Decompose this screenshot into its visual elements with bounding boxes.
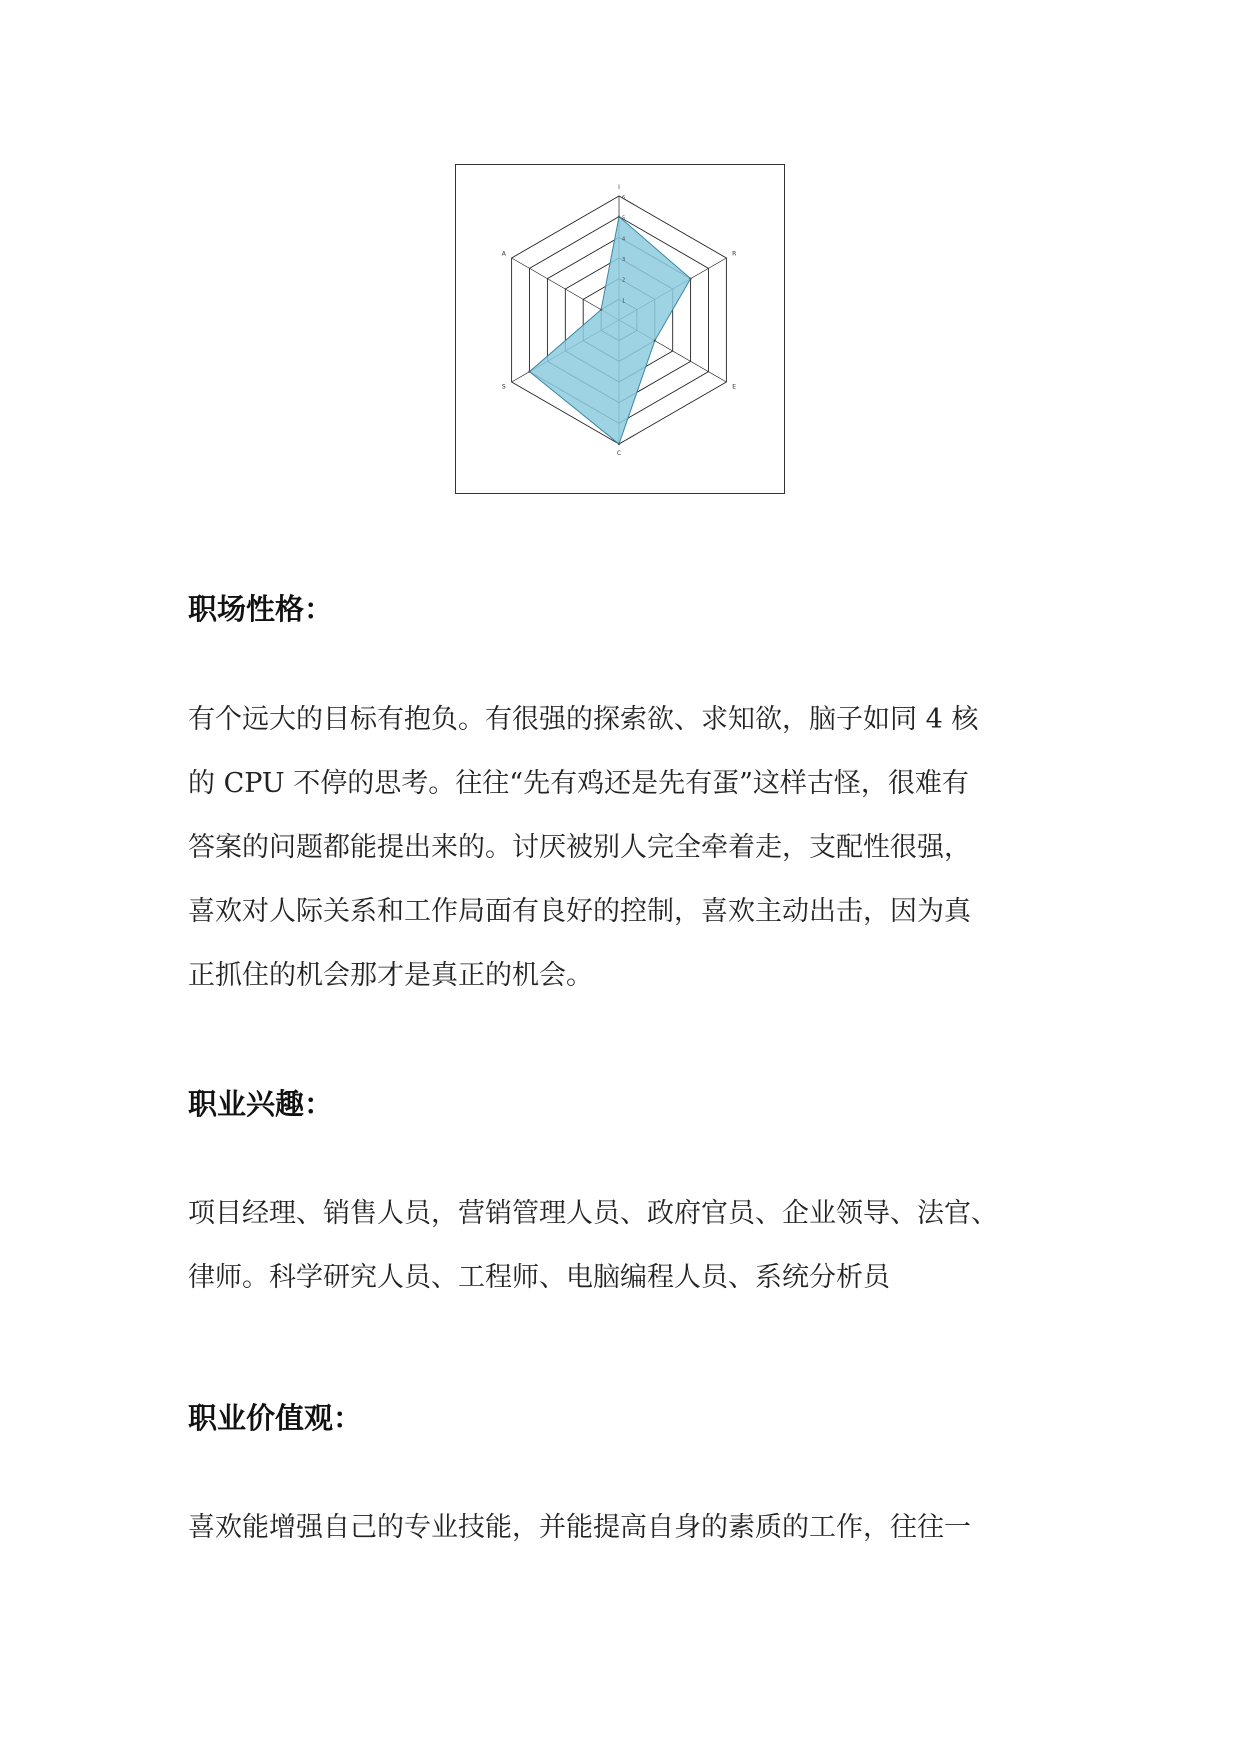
text-line: 喜欢对人际关系和工作局面有良好的控制，喜欢主动出击，因为真 (188, 896, 971, 927)
heading-career-values: 职业价值观： (188, 1401, 363, 1435)
paragraph-workplace-personality (188, 688, 1068, 1008)
radar-axis-label: E (732, 383, 737, 391)
text-line: 有个远大的目标有抱负。有很强的探索欲、求知欲，脑子如同 4 核 (188, 704, 979, 735)
paragraph-career-values (188, 1496, 1068, 1560)
radar-axis-label: C (616, 450, 622, 457)
radar-axis-label: R (732, 250, 737, 258)
text-line: 项目经理、销售人员，营销管理人员、政府官员、企业领导、法官、 (188, 1198, 998, 1229)
radar-data-area (530, 217, 691, 444)
radar-data-point (528, 370, 530, 372)
text-line: 的 CPU 不停的思考。往往“先有鸡还是先有蛋”这样古怪，很难有 (188, 768, 969, 799)
heading-workplace-personality: 职场性格： (188, 592, 334, 626)
radar-tick-label: 6 (622, 195, 626, 201)
text-line: 喜欢能增强自己的专业技能，并能提高自身的素质的工作，往往一 (188, 1512, 971, 1543)
radar-data-point (654, 339, 656, 341)
radar-tick-label: 3 (622, 257, 626, 263)
radar-axis-label: I (618, 184, 620, 191)
heading-career-interests: 职业兴趣： (188, 1087, 334, 1121)
radar-tick-label: 2 (622, 277, 626, 284)
radar-data-point (618, 443, 620, 445)
radar-axis-label: A (501, 250, 506, 258)
radar-chart (455, 164, 785, 494)
radar-tick-label: 5 (622, 215, 626, 222)
radar-data-point (618, 215, 620, 217)
paragraph-career-interests (188, 1182, 1068, 1310)
radar-data-point (600, 308, 602, 310)
text-line: 答案的问题都能提出来的。讨厌被别人完全牵着走，支配性很强， (188, 832, 971, 863)
radar-tick-label: 1 (622, 298, 626, 305)
text-line: 正抓住的机会那才是真正的机会。 (188, 960, 593, 991)
text-line: 律师。科学研究人员、工程师、电脑编程人员、系统分析员 (188, 1262, 890, 1293)
radar-chart-svg (456, 165, 783, 492)
radar-data-point (689, 277, 691, 279)
radar-axis-label: S (501, 383, 506, 391)
radar-tick-label: 4 (622, 236, 626, 243)
